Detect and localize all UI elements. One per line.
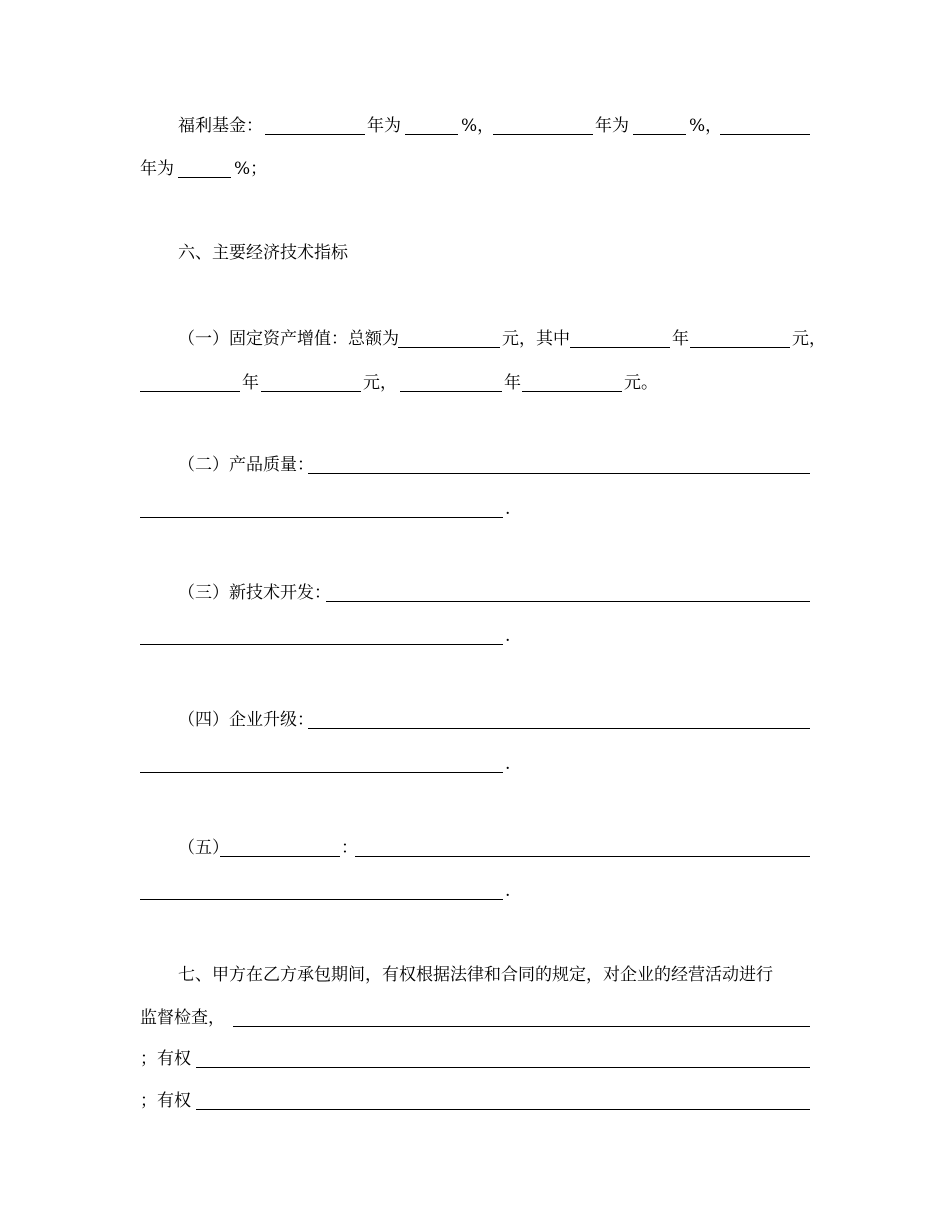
right-label-2: ；有权	[140, 1091, 191, 1111]
asset-yuan-2: 元，	[792, 329, 826, 349]
asset-amount-3-blank[interactable]	[522, 371, 622, 392]
welfare-label: 福利基金：	[178, 116, 263, 136]
asset-total-blank[interactable]	[398, 327, 500, 348]
tech-blank-2[interactable]	[140, 624, 503, 645]
quality-line-2	[0, 497, 950, 521]
supervise-blank[interactable]	[233, 1006, 810, 1027]
tech-period: .	[505, 626, 511, 646]
section-7-intro-line	[0, 963, 950, 987]
upgrade-blank-1[interactable]	[308, 708, 810, 729]
upgrade-label: （四）企业升级：	[178, 710, 314, 730]
upgrade-line-2	[0, 752, 950, 776]
asset-yuan-1: 元，其中	[502, 329, 570, 349]
welfare-line-2	[0, 157, 950, 181]
other-colon: ：	[341, 838, 358, 858]
quality-blank-1[interactable]	[308, 453, 810, 474]
quality-blank-2[interactable]	[140, 497, 503, 518]
welfare-year-for-3: 年为	[140, 159, 174, 179]
other-period: .	[505, 881, 511, 901]
other-line-1	[0, 836, 950, 860]
asset-line-2	[0, 371, 950, 395]
welfare-percent-2-blank[interactable]	[633, 114, 686, 135]
tech-blank-1[interactable]	[326, 581, 810, 602]
asset-year-1: 年	[672, 329, 689, 349]
welfare-percent-1-blank[interactable]	[405, 114, 458, 135]
other-label: （五）	[178, 838, 229, 858]
asset-year-3: 年	[504, 373, 521, 393]
tech-line-2	[0, 624, 950, 648]
welfare-year-for-2: 年为	[595, 116, 629, 136]
welfare-percent-1: %，	[461, 116, 495, 136]
welfare-year-2-blank[interactable]	[493, 114, 593, 135]
right-blank-2[interactable]	[196, 1089, 810, 1110]
other-line-2	[0, 879, 950, 903]
welfare-line-1	[0, 114, 950, 138]
tech-line-1	[0, 581, 950, 605]
section-6-heading-line	[0, 241, 950, 265]
welfare-year-3-blank[interactable]	[720, 114, 810, 135]
right-label-1: ；有权	[140, 1049, 191, 1069]
welfare-year-1-blank[interactable]	[265, 114, 365, 135]
right-line-2	[0, 1089, 950, 1113]
asset-line-1	[0, 327, 950, 351]
supervise-line	[0, 1006, 950, 1030]
quality-line-1	[0, 453, 950, 477]
welfare-percent-3-blank[interactable]	[178, 157, 231, 178]
upgrade-blank-2[interactable]	[140, 752, 503, 773]
asset-year-3-blank[interactable]	[400, 371, 502, 392]
section-7-intro: 七、甲方在乙方承包期间，有权根据法律和合同的规定，对企业的经营活动进行	[178, 965, 773, 985]
asset-yuan-end: 元。	[624, 373, 658, 393]
welfare-percent-2: %，	[689, 116, 723, 136]
other-blank-2[interactable]	[140, 879, 503, 900]
asset-year-2: 年	[242, 373, 259, 393]
upgrade-period: .	[505, 754, 511, 774]
asset-label: （一）固定资产增值：总额为	[178, 329, 399, 349]
supervise-label: 监督检查，	[140, 1008, 225, 1028]
welfare-percent-3: %；	[234, 159, 268, 179]
upgrade-line-1	[0, 708, 950, 732]
right-line-1	[0, 1047, 950, 1071]
asset-amount-2-blank[interactable]	[261, 371, 361, 392]
right-blank-1[interactable]	[196, 1047, 810, 1068]
asset-yuan-3: 元，	[363, 373, 397, 393]
other-item-blank[interactable]	[220, 836, 340, 857]
asset-year-2-blank[interactable]	[140, 371, 240, 392]
tech-label: （三）新技术开发：	[178, 583, 331, 603]
asset-year-1-blank[interactable]	[570, 327, 670, 348]
quality-label: （二）产品质量：	[178, 455, 314, 475]
welfare-year-for-1: 年为	[367, 116, 401, 136]
quality-period: .	[505, 499, 511, 519]
section-6-heading: 六、主要经济技术指标	[178, 243, 348, 263]
asset-amount-1-blank[interactable]	[690, 327, 790, 348]
other-blank-1[interactable]	[355, 836, 810, 857]
